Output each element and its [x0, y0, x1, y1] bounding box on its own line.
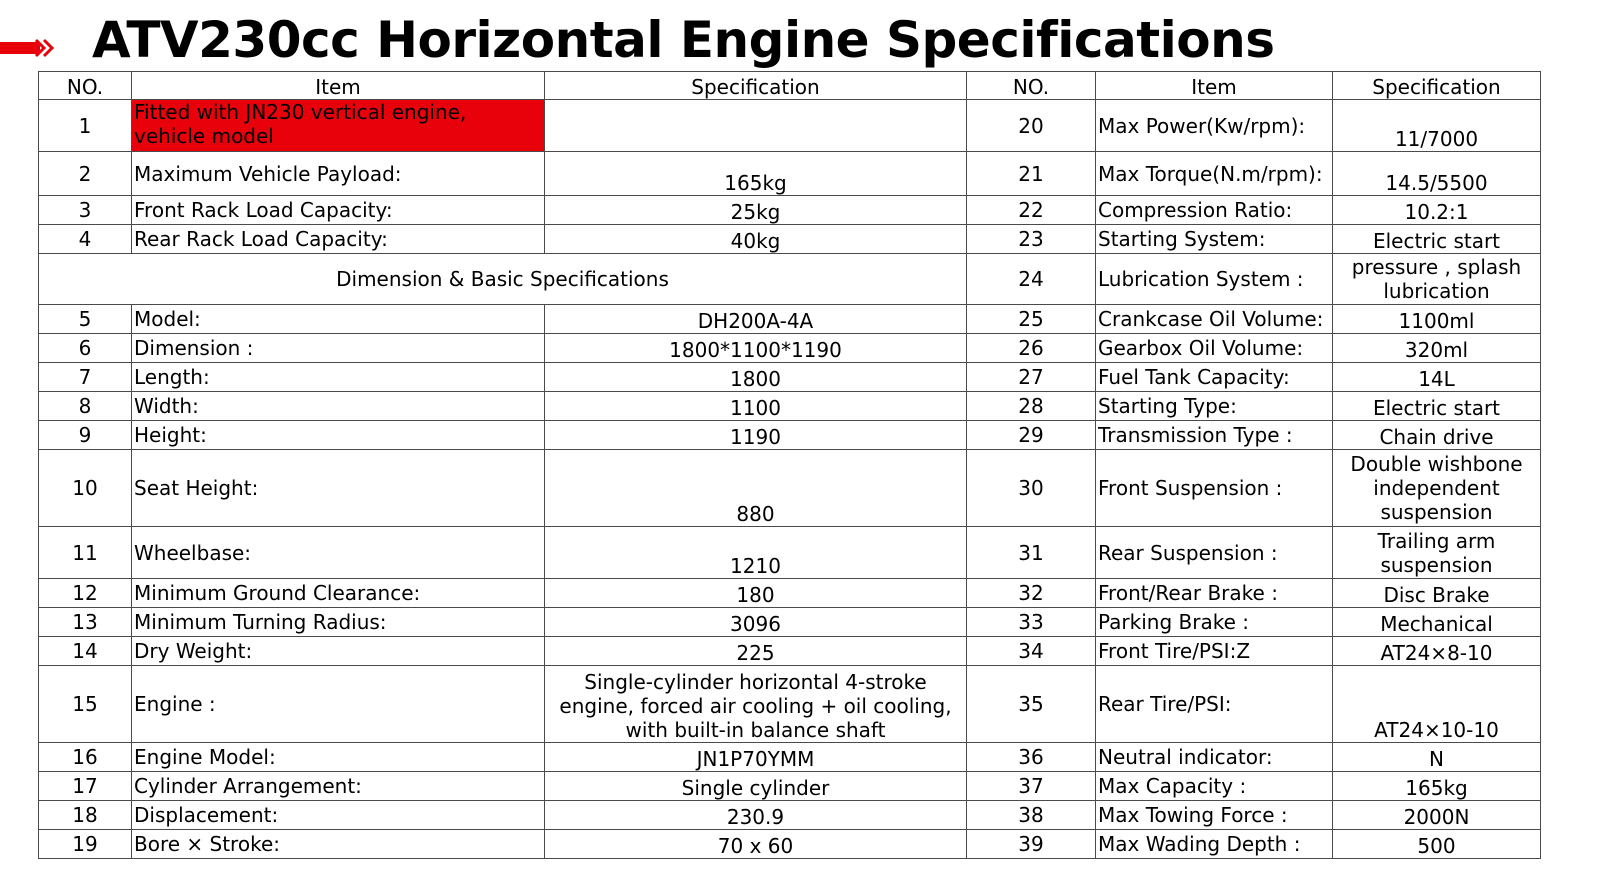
table-row	[39, 801, 1541, 830]
row-number: 26	[967, 334, 1096, 363]
row-number: 12	[39, 579, 132, 608]
row-number: 27	[967, 363, 1096, 392]
row-number: 21	[967, 152, 1096, 196]
item-name: Wheelbase:	[132, 527, 545, 579]
row-number: 6	[39, 334, 132, 363]
item-name: Minimum Turning Radius:	[132, 608, 545, 637]
row-number: 22	[967, 196, 1096, 225]
item-name: Bore × Stroke:	[132, 830, 545, 859]
row-number: 29	[967, 421, 1096, 450]
table-row	[39, 772, 1541, 801]
spec-value: Mechanical	[1333, 608, 1541, 637]
table-row	[39, 225, 1541, 254]
row-number: 3	[39, 196, 132, 225]
spec-value: AT24×8-10	[1333, 637, 1541, 666]
item-name: Model:	[132, 305, 545, 334]
spec-value: 1800*1100*1190	[545, 334, 967, 363]
spec-value: 1800	[545, 363, 967, 392]
item-name: Neutral indicator:	[1096, 743, 1333, 772]
spec-table	[38, 71, 1541, 859]
row-number: 9	[39, 421, 132, 450]
table-row	[39, 421, 1541, 450]
spec-value: 2000N	[1333, 801, 1541, 830]
item-name: Gearbox Oil Volume:	[1096, 334, 1333, 363]
item-name: Starting System:	[1096, 225, 1333, 254]
spec-value: 40kg	[545, 225, 967, 254]
spec-value: 165kg	[545, 152, 967, 196]
spec-value: Single cylinder	[545, 772, 967, 801]
spec-value: 25kg	[545, 196, 967, 225]
spec-value: 880	[545, 450, 967, 527]
spec-value: 1210	[545, 527, 967, 579]
spec-value: 3096	[545, 608, 967, 637]
item-name: Compression Ratio:	[1096, 196, 1333, 225]
header-no: NO.	[967, 72, 1096, 100]
item-name: Front Tire/PSI:Z	[1096, 637, 1333, 666]
row-number: 33	[967, 608, 1096, 637]
row-number: 28	[967, 392, 1096, 421]
section-heading: Dimension & Basic Specifications	[39, 254, 967, 305]
item-name: Transmission Type :	[1096, 421, 1333, 450]
double-chevron-right-icon	[0, 37, 58, 59]
spec-value: JN1P70YMM	[545, 743, 967, 772]
spec-table-body	[39, 72, 1541, 859]
item-name: Max Towing Force :	[1096, 801, 1333, 830]
row-number: 34	[967, 637, 1096, 666]
row-number: 15	[39, 666, 132, 743]
spec-value: 70 x 60	[545, 830, 967, 859]
table-row	[39, 305, 1541, 334]
row-number: 1	[39, 100, 132, 152]
item-name: Parking Brake :	[1096, 608, 1333, 637]
table-row	[39, 152, 1541, 196]
item-name: Dimension :	[132, 334, 545, 363]
item-name: Rear Rack Load Capacity:	[132, 225, 545, 254]
item-name: Width:	[132, 392, 545, 421]
spec-value: 320ml	[1333, 334, 1541, 363]
spec-value: DH200A-4A	[545, 305, 967, 334]
table-row	[39, 608, 1541, 637]
spec-value: Double wishbone independent suspension	[1333, 450, 1541, 527]
highlighted-item: Fitted with JN230 vertical engine, vehicle model	[132, 100, 545, 152]
row-number: 4	[39, 225, 132, 254]
header-item: Item	[1096, 72, 1333, 100]
spec-value: 180	[545, 579, 967, 608]
spec-value: Chain drive	[1333, 421, 1541, 450]
table-row	[39, 450, 1541, 527]
item-name: Max Capacity :	[1096, 772, 1333, 801]
table-row	[39, 196, 1541, 225]
item-name: Lubrication System :	[1096, 254, 1333, 305]
header-spec: Specification	[1333, 72, 1541, 100]
item-name: Minimum Ground Clearance:	[132, 579, 545, 608]
table-row	[39, 579, 1541, 608]
spec-value: 10.2:1	[1333, 196, 1541, 225]
item-name: Cylinder Arrangement:	[132, 772, 545, 801]
table-row	[39, 527, 1541, 579]
row-number: 18	[39, 801, 132, 830]
spec-value: 165kg	[1333, 772, 1541, 801]
item-name: Rear Suspension :	[1096, 527, 1333, 579]
spec-value: Electric start	[1333, 392, 1541, 421]
item-name: Rear Tire/PSI:	[1096, 666, 1333, 743]
spec-value: 11/7000	[1333, 100, 1541, 152]
row-number: 37	[967, 772, 1096, 801]
item-name: Crankcase Oil Volume:	[1096, 305, 1333, 334]
spec-value: 14L	[1333, 363, 1541, 392]
row-number: 20	[967, 100, 1096, 152]
table-row	[39, 392, 1541, 421]
row-number: 16	[39, 743, 132, 772]
table-row	[39, 830, 1541, 859]
row-number: 17	[39, 772, 132, 801]
table-row	[39, 666, 1541, 743]
item-name: Max Power(Kw/rpm):	[1096, 100, 1333, 152]
row-number: 25	[967, 305, 1096, 334]
row-number: 7	[39, 363, 132, 392]
item-name: Front/Rear Brake :	[1096, 579, 1333, 608]
row-number: 19	[39, 830, 132, 859]
spec-value: 1100	[545, 392, 967, 421]
spec-value: 230.9	[545, 801, 967, 830]
row-number: 14	[39, 637, 132, 666]
spec-value: Trailing arm suspension	[1333, 527, 1541, 579]
row-number: 36	[967, 743, 1096, 772]
spec-value: Single-cylinder horizontal 4-stroke engine, forced air cooling + oil cooling, with built-in balance shaft	[545, 666, 967, 743]
item-name: Length:	[132, 363, 545, 392]
table-row	[39, 743, 1541, 772]
row-number: 35	[967, 666, 1096, 743]
item-name: Displacement:	[132, 801, 545, 830]
row-number: 5	[39, 305, 132, 334]
item-name: Fuel Tank Capacity:	[1096, 363, 1333, 392]
table-row	[39, 334, 1541, 363]
item-name: Seat Height:	[132, 450, 545, 527]
spec-value: AT24×10-10	[1333, 666, 1541, 743]
table-row	[39, 100, 1541, 152]
spec-value: 500	[1333, 830, 1541, 859]
row-number: 39	[967, 830, 1096, 859]
spec-value: 14.5/5500	[1333, 152, 1541, 196]
row-number: 32	[967, 579, 1096, 608]
row-number: 11	[39, 527, 132, 579]
item-name: Engine :	[132, 666, 545, 743]
spec-value: Electric start	[1333, 225, 1541, 254]
spec-value: pressure , splash lubrication	[1333, 254, 1541, 305]
row-number: 10	[39, 450, 132, 527]
item-name: Front Suspension :	[1096, 450, 1333, 527]
spec-value	[545, 100, 967, 152]
row-number: 8	[39, 392, 132, 421]
row-number: 2	[39, 152, 132, 196]
spec-value: 225	[545, 637, 967, 666]
header-spec: Specification	[545, 72, 967, 100]
item-name: Height:	[132, 421, 545, 450]
spec-value: N	[1333, 743, 1541, 772]
spec-value: Disc Brake	[1333, 579, 1541, 608]
item-name: Maximum Vehicle Payload:	[132, 152, 545, 196]
item-name: Starting Type:	[1096, 392, 1333, 421]
row-number: 38	[967, 801, 1096, 830]
item-name: Max Torque(N.m/rpm):	[1096, 152, 1333, 196]
page-title: ATV230cc Horizontal Engine Specifications	[92, 11, 1275, 69]
row-number: 23	[967, 225, 1096, 254]
spec-value: 1190	[545, 421, 967, 450]
item-name: Max Wading Depth :	[1096, 830, 1333, 859]
table-row	[39, 637, 1541, 666]
item-name: Engine Model:	[132, 743, 545, 772]
row-number: 31	[967, 527, 1096, 579]
header-row	[39, 72, 1541, 100]
row-number: 24	[967, 254, 1096, 305]
spec-value: 1100ml	[1333, 305, 1541, 334]
item-name: Front Rack Load Capacity:	[132, 196, 545, 225]
header-no: NO.	[39, 72, 132, 100]
row-number: 13	[39, 608, 132, 637]
item-name: Dry Weight:	[132, 637, 545, 666]
table-row	[39, 254, 1541, 305]
row-number: 30	[967, 450, 1096, 527]
header-item: Item	[132, 72, 545, 100]
table-row	[39, 363, 1541, 392]
